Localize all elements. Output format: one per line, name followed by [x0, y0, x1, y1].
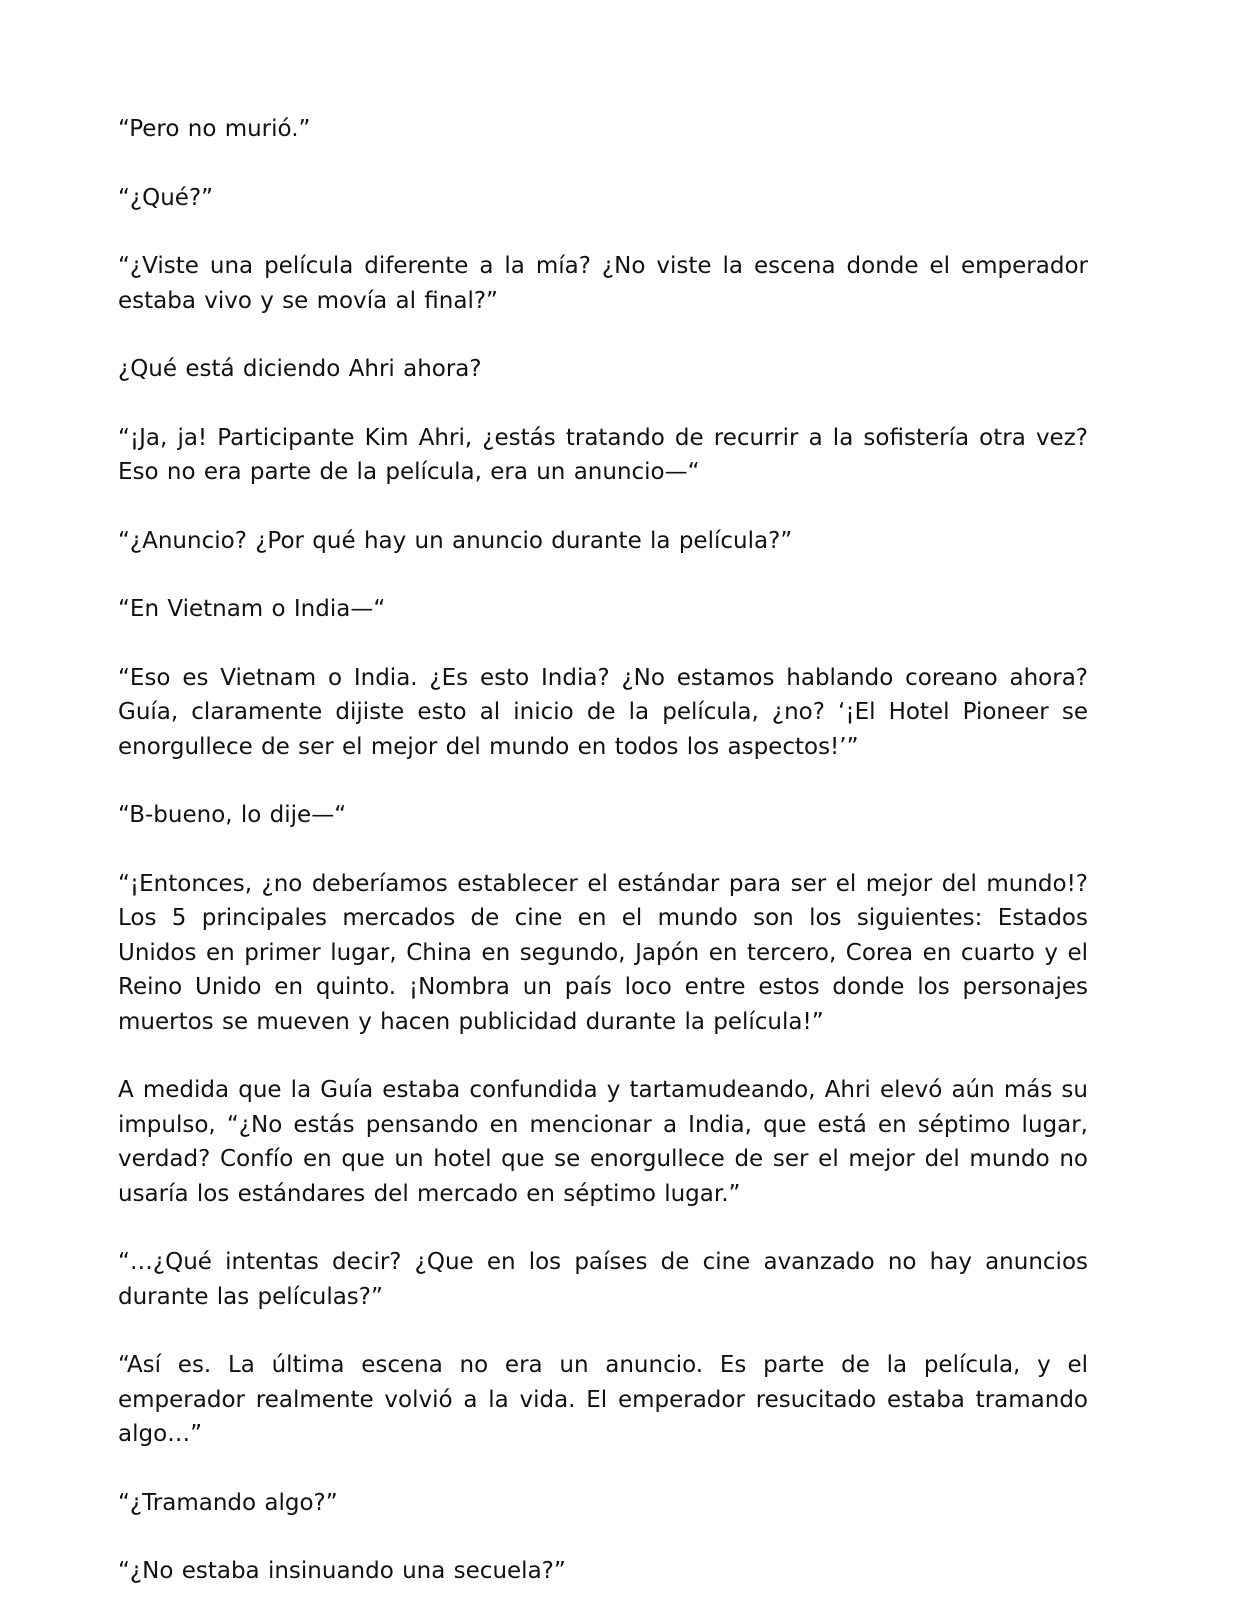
paragraph: A medida que la Guía estaba confundida y tartamudeando, Ahri elevó aún más su impulso, “¿No estás pensando en mencionar a India, que está en séptimo lugar, verdad? Confío en que un hotel que se enorgullece de ser el mejor del mundo no usaría los estándares del mercado en séptimo lugar.” [118, 1077, 1088, 1207]
paragraph: “¿Anuncio? ¿Por qué hay un anuncio durante la película?” [118, 527, 793, 554]
paragraph: “¡Ja, ja! Participante Kim Ahri, ¿estás tratando de recurrir a la sofistería otra vez? Eso no era parte de la película, era un anuncio—“ [118, 424, 1088, 485]
paragraph: “¿No estaba insinuando una secuela?” [118, 1558, 566, 1584]
paragraph: “Así es. La última escena no era un anuncio. Es parte de la película, y el emperador realmente volvió a la vida. El emperador resucitado estaba tramando algo…” [118, 1352, 1088, 1447]
paragraph: “…¿Qué intentas decir? ¿Que en los países de cine avanzado no hay anuncios durante las películas?” [118, 1249, 1088, 1310]
paragraph: “Eso es Vietnam o India. ¿Es esto India? ¿No estamos hablando coreano ahora? Guía, claramente dijiste esto al inicio de la película, ¿no? ‘¡El Hotel Pioneer se enorgullece de ser el mejor del mundo en todos los aspectos!’” [118, 664, 1088, 760]
paragraph: “¿Tramando algo?” [118, 1489, 338, 1516]
paragraph: “¿Qué?” [118, 184, 214, 211]
paragraph: “¡Entonces, ¿no deberíamos establecer el estándar para ser el mejor del mundo!? Los 5 principales mercados de cine en el mundo son los siguientes: Estados Unidos en primer lugar, China en segundo, Japón en tercero, Corea en cuarto y el Reino Unido en quinto. ¡Nombra un país loco entre estos donde los personajes muertos se mueven y hacen publicidad durante la película!” [118, 870, 1088, 1035]
paragraph: “¿Viste una película diferente a la mía? ¿No viste la escena donde el emperador estaba vivo y se movía al final?” [118, 253, 1088, 314]
paragraph: “B-bueno, lo dije—“ [118, 802, 347, 828]
paragraph: “En Vietnam o India—“ [118, 596, 386, 622]
document-body [118, 112, 1088, 1623]
paragraph: “Pero no murió.” [118, 116, 311, 142]
paragraph: ¿Qué está diciendo Ahri ahora? [118, 356, 482, 382]
